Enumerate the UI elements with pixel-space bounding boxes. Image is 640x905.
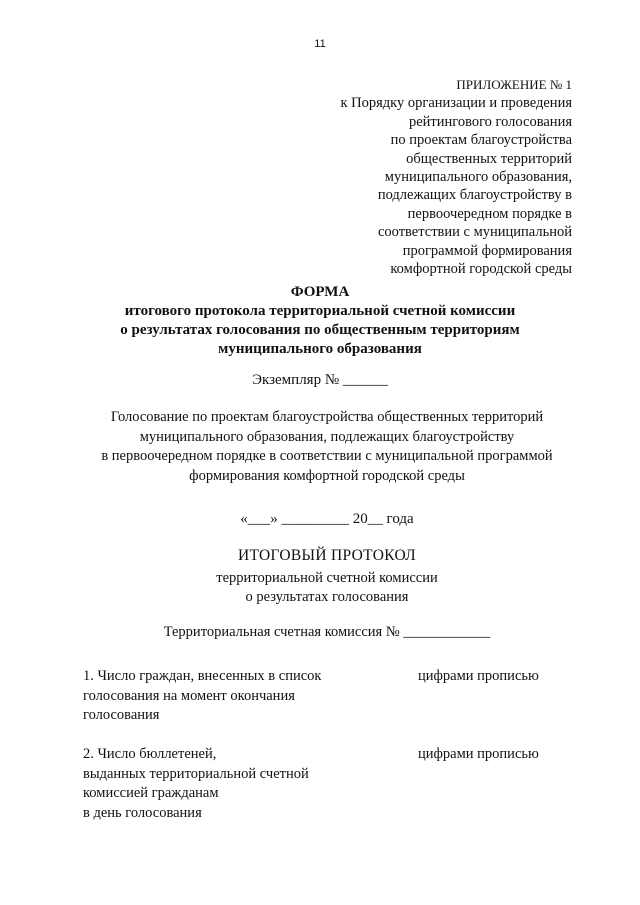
appendix-line: подлежащих благоустройству в xyxy=(377,187,572,204)
appendix-block xyxy=(302,76,572,278)
copy-number-line: Экземпляр № ______ xyxy=(252,372,388,388)
protocol-subtitle xyxy=(0,569,640,607)
protocol-item xyxy=(83,745,563,825)
appendix-line: общественных территорий xyxy=(406,150,572,167)
protocol-item xyxy=(83,667,563,727)
appendix-line: рейтингового голосования xyxy=(408,113,572,130)
voting-description-line: Голосование по проектам благоустройства общественных территорий xyxy=(110,409,544,425)
appendix-line: соответствии с муниципальной xyxy=(377,224,572,241)
commission-number-line: Территориальная счетная комиссия № ____________ xyxy=(163,624,491,640)
form-title-line: итогового протокола территориальной счетной комиссии xyxy=(124,303,516,319)
date-line: «___» _________ 20__ года xyxy=(240,511,414,527)
voting-description-line: формирования комфортной городской среды xyxy=(189,467,465,484)
protocol-item-line: в день голосования xyxy=(83,804,202,821)
appendix-line: программой формирования xyxy=(402,242,572,259)
protocol-item-text xyxy=(83,667,383,726)
protocol-subtitle-line: о результатах голосования xyxy=(245,589,409,605)
protocol-item-text xyxy=(83,745,383,823)
voting-description xyxy=(0,408,640,486)
protocol-subtitle-line: территориальной счетной комиссии xyxy=(216,570,438,586)
form-title-heading: ФОРМА xyxy=(290,284,350,300)
appendix-line: муниципального образования, xyxy=(384,169,572,186)
form-title xyxy=(0,283,640,359)
appendix-line: первоочередном порядке в xyxy=(407,205,572,222)
appendix-line: комфортной городской среды xyxy=(390,261,572,278)
protocol-title: ИТОГОВЫЙ ПРОТОКОЛ xyxy=(238,547,416,564)
form-title-line: о результатах голосования по общественным территориям xyxy=(120,322,520,338)
voting-description-line: в первоочередном порядке в соответствии с муниципальной программой xyxy=(101,448,553,464)
protocol-item-line: голосования на момент окончания xyxy=(83,687,295,704)
protocol-item-line: голосования xyxy=(83,707,160,723)
appendix-heading: ПРИЛОЖЕНИЕ № 1 xyxy=(456,77,572,92)
protocol-item-line: выданных территориальной счетной xyxy=(83,765,309,782)
protocol-item-columns: цифрами прописью xyxy=(418,746,539,762)
protocol-item-line: 1. Число граждан, внесенных в список xyxy=(83,668,322,684)
page-number: 11 xyxy=(314,38,326,50)
appendix-line: по проектам благоустройства xyxy=(390,132,572,149)
protocol-item-line: комиссией гражданам xyxy=(83,785,219,801)
protocol-item-columns: цифрами прописью xyxy=(418,668,539,684)
protocol-item-line: 2. Число бюллетеней, xyxy=(83,746,217,762)
form-title-line: муниципального образования xyxy=(218,341,422,357)
appendix-line: к Порядку организации и проведения xyxy=(340,95,572,112)
voting-description-line: муниципального образования, подлежащих благоустройству xyxy=(139,428,515,445)
